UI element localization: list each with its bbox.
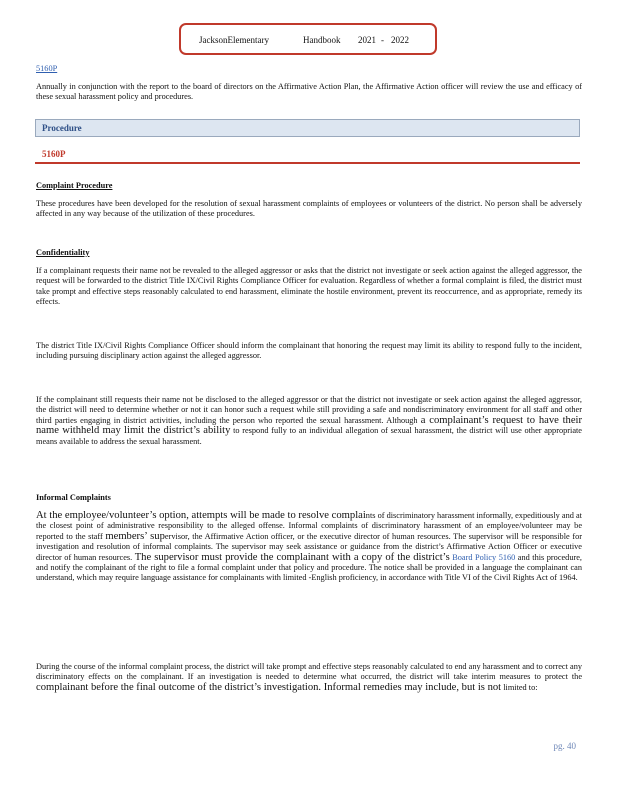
confidentiality-paragraph-1: If a complainant requests their name not be revealed to the alleged aggressor or asks that the district not investigate or seek action against the alleged aggressor, the request will be forwarded to the district Title IX/Civil Rights Compliance Officer for evaluation. Regardless of whether a formal complaint is filed, the district must take prompt and effective steps reasonably calculated to end harassment, eliminate the hostile environment, prevent its reoccurrence, and as appropriate, remedy its effects. [36, 266, 582, 307]
confidentiality-paragraph-3: If the complainant still requests their name not be disclosed to the alleged aggressor or that the district not investigate or seek action against the alleged aggressor, the district will need to determine whether or not it can honor such a request while still providing a safe and nondiscriminatory environment for all staff and other third parties engaging in district activities, including the person who reported the sexual harassment. Although a complainant’s request to have their name withheld may limit the district’s ability to respond fully to an individual allegation of sexual harassment, the district will use other appropriate means available to address the sexual harassment. [36, 395, 582, 446]
informal-complaints-heading: Informal Complaints [36, 493, 111, 502]
handbook-header [179, 23, 437, 55]
policy-reference-link[interactable]: 5160P [36, 64, 58, 73]
confidentiality-paragraph-2: The district Title IX/Civil Rights Compliance Officer should inform the complainant that honoring the request may limit its ability to respond fully to the incident, including pursuing disciplinary action against the alleged aggressor. [36, 341, 582, 361]
complaint-procedure-body: These procedures have been developed for the resolution of sexual harassment complaints of employees or volunteers of the district. No person shall be adversely affected in any way because of the utilization of these procedures. [36, 199, 582, 219]
intro-paragraph: Annually in conjunction with the report to the board of directors on the Affirmative Action Plan, the Affirmative Action officer will review the use and efficacy of these sexual harassment policy and procedures. [36, 82, 582, 102]
policy-number: 5160P [42, 149, 66, 159]
informal-paragraph-1: At the employee/volunteer’s option, attempts will be made to resolve complaints of discriminatory harassment informally, expeditiously and at the closest point of administrative responsibility to the alleged offense. Informal complaints of discriminatory harassment of an employee/volunteer may be reported to the staff members’ supervisor, the Affirmative Action officer, or the executive director of human resources. The supervisor will be responsible for investigation and resolution of informal complaints. The supervisor may seek assistance or guidance from the district’s Affirmative Action Officer or executive director of human resources. The supervisor must provide the complainant with a copy of the district’s Board Policy 5160 and this procedure, and notify the complainant of the right to file a formal complaint under that policy and procedure. The notice shall be provided in a language the complainant can understand, which may require language assistance for complainants with limited -English proficiency, in accordance with Title VI of the Civil Rights Act of 1964. [36, 510, 582, 583]
year-end: 2022 [391, 35, 409, 45]
confidentiality-heading: Confidentiality [36, 248, 90, 257]
section-divider [35, 162, 580, 164]
year-start: 2021 [358, 35, 376, 45]
page-number: pg. 40 [553, 741, 576, 751]
school-name: JacksonElementary [199, 35, 269, 45]
procedure-bar: Procedure [35, 119, 580, 137]
complaint-procedure-heading: Complaint Procedure [36, 181, 113, 190]
document-type: Handbook [303, 35, 341, 45]
year-dash: - [381, 35, 384, 45]
informal-paragraph-2: During the course of the informal complaint process, the district will take prompt and effective steps reasonably calculated to end any harassment and to correct any discriminatory effects on the complainant. If an investigation is needed to determine what occurred, the district will take interim measures to protect the complainant before the final outcome of the district’s investigation. Informal remedies may include, but is not limited to: [36, 662, 582, 693]
board-policy-link[interactable]: Board Policy 5160 [452, 552, 516, 562]
